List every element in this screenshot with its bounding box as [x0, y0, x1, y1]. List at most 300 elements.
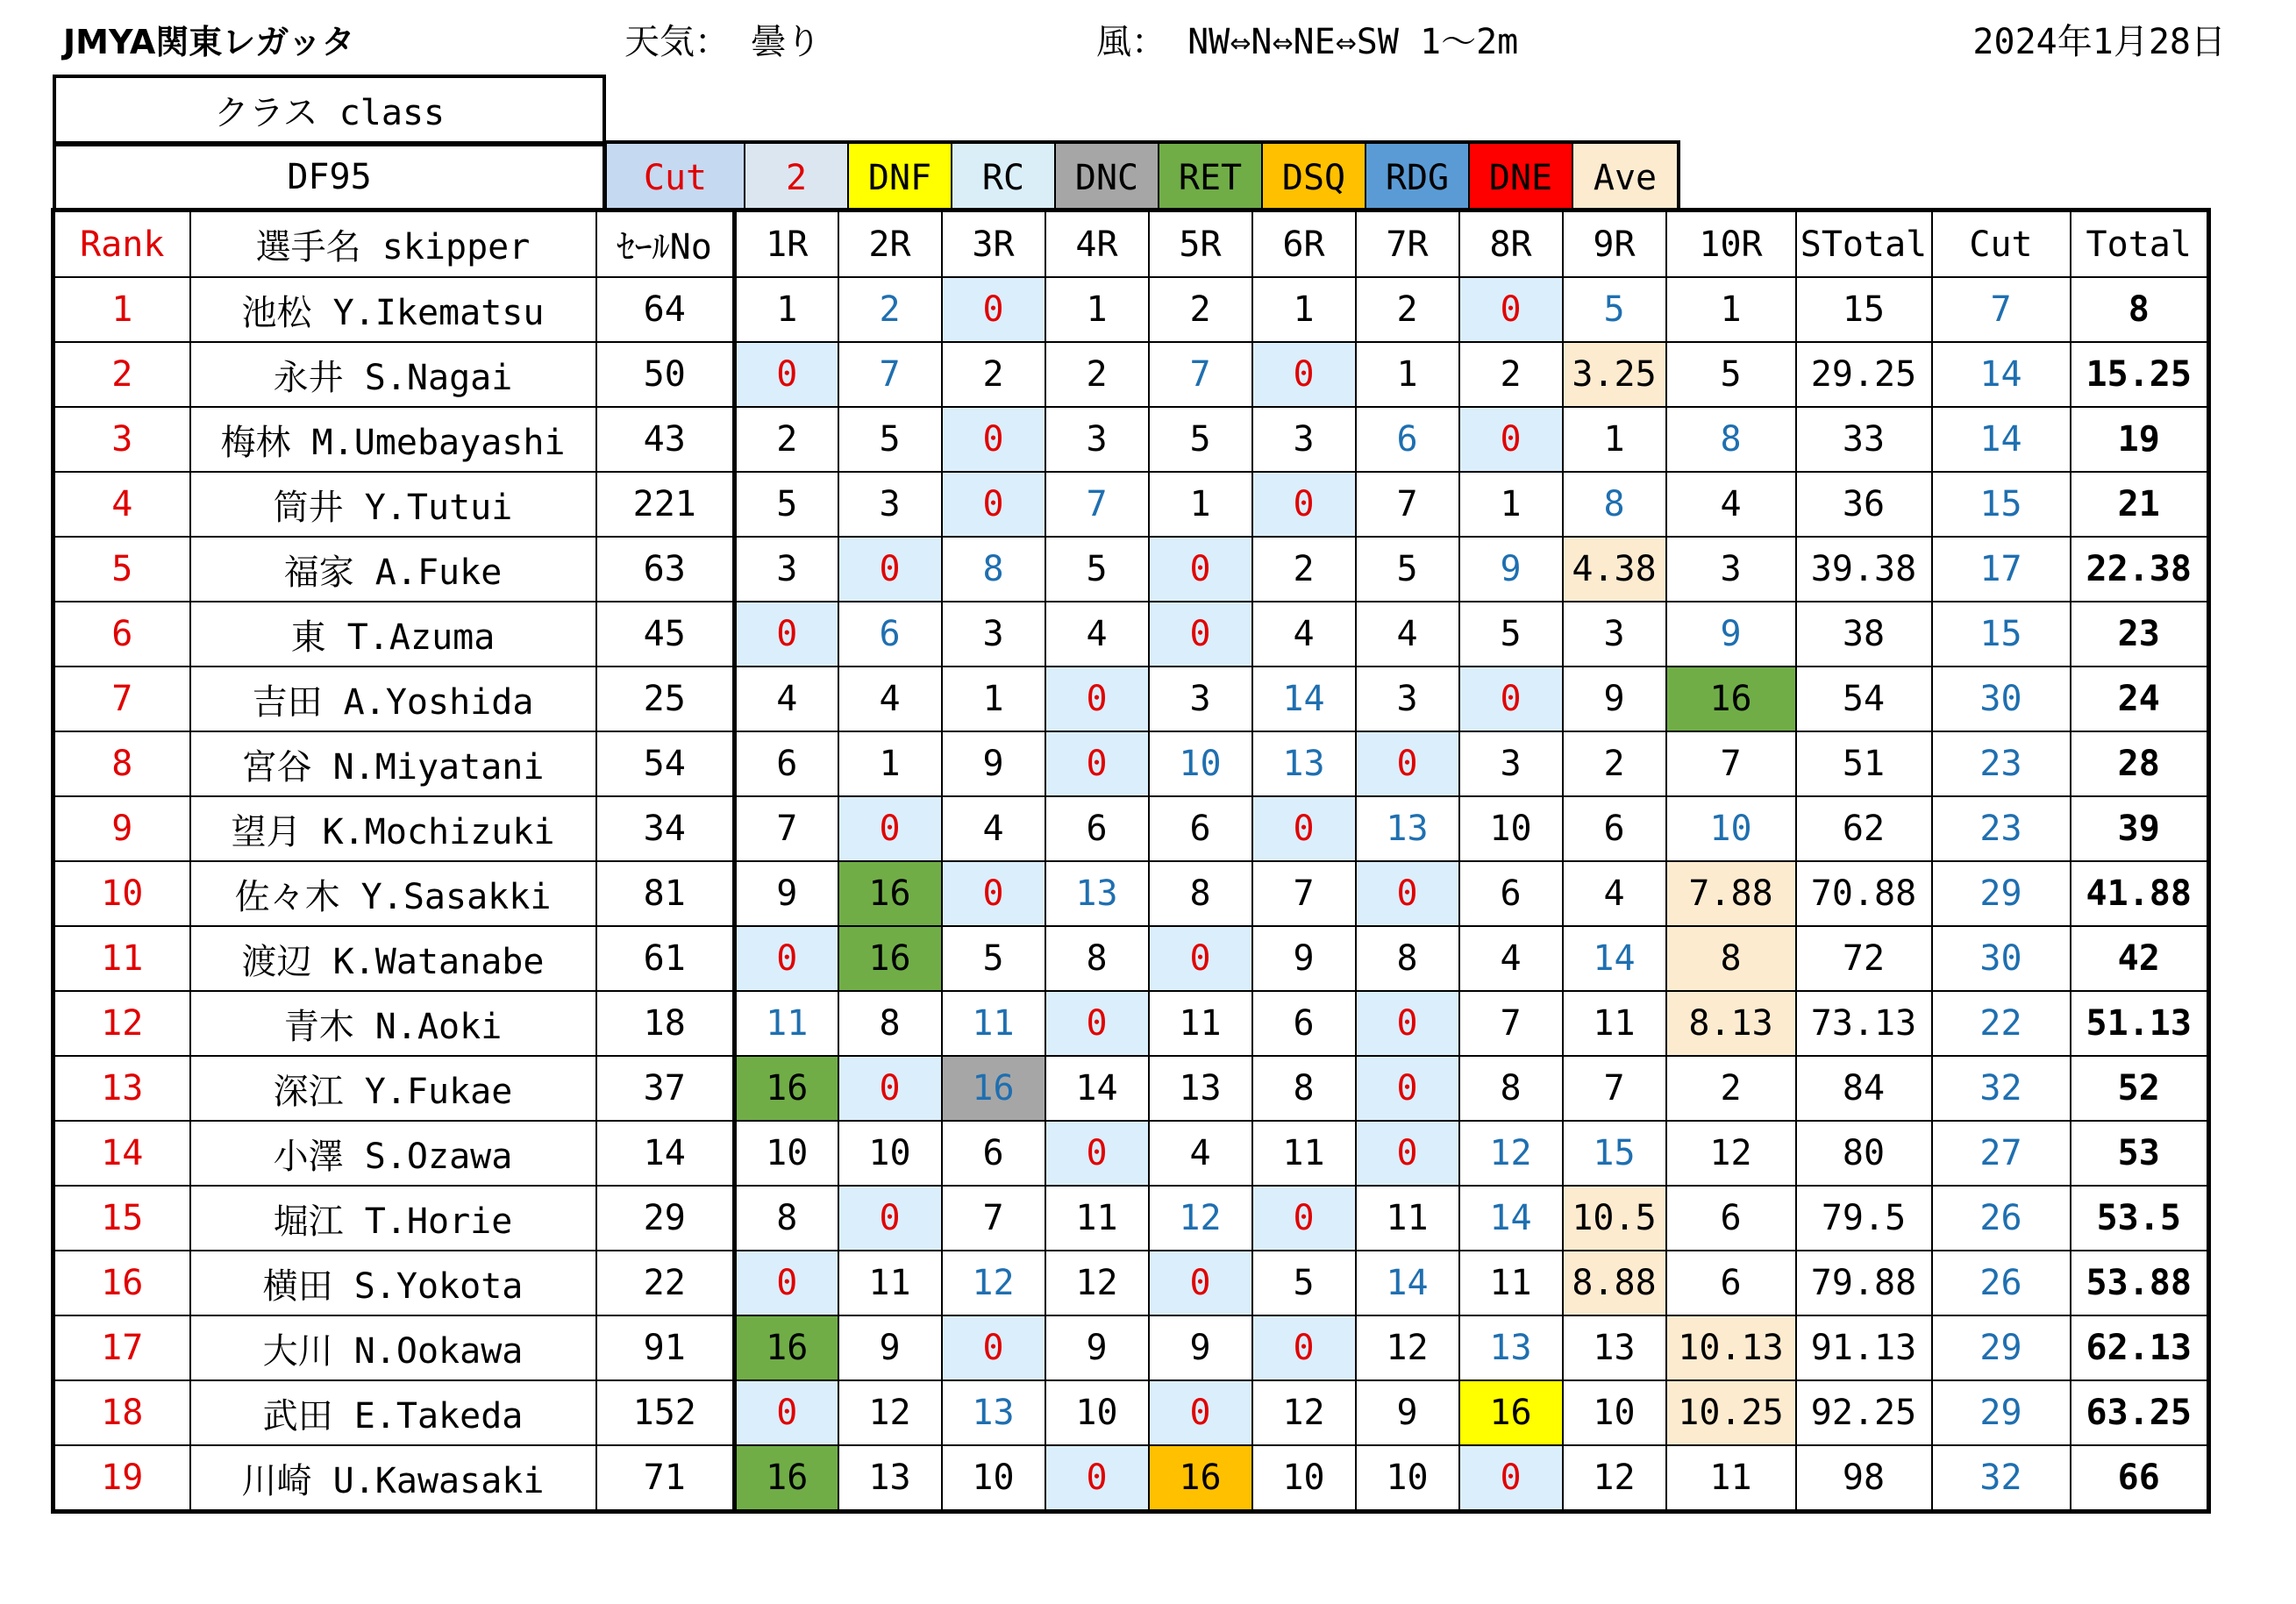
skipper-cell: 東 T.Azuma — [190, 602, 596, 667]
race-score-cell: 1 — [1045, 277, 1149, 342]
cut-cell: 14 — [1932, 342, 2071, 407]
cut-cell: 17 — [1932, 537, 2071, 602]
column-header: Total — [2071, 210, 2209, 278]
race-score-cell: 3 — [1563, 602, 1666, 667]
race-score-cell: 5 — [735, 472, 838, 537]
cut-cell: 7 — [1932, 277, 2071, 342]
race-score-cell: 0 — [735, 926, 838, 991]
race-score-cell: 6 — [1459, 861, 1563, 926]
sail-number-cell: 61 — [596, 926, 735, 991]
race-score-cell: 4 — [1252, 602, 1356, 667]
race-score-cell: 14 — [1252, 667, 1356, 731]
rank-cell: 14 — [53, 1121, 190, 1186]
race-score-cell: 16 — [1666, 667, 1796, 731]
subtotal-cell: 38 — [1796, 602, 1932, 667]
race-score-cell: 6 — [1149, 796, 1252, 861]
cut-cell: 29 — [1932, 1380, 2071, 1445]
race-score-cell: 0 — [735, 602, 838, 667]
column-header: ｾｰﾙNo — [596, 210, 735, 278]
race-score-cell: 8 — [735, 1186, 838, 1251]
cut-cell: 22 — [1932, 991, 2071, 1056]
race-score-cell: 8 — [1666, 407, 1796, 472]
race-score-cell: 4 — [1459, 926, 1563, 991]
weather-label: 天気： 曇り — [624, 22, 822, 62]
subtotal-cell: 79.5 — [1796, 1186, 1932, 1251]
race-score-cell: 9 — [1149, 1315, 1252, 1380]
race-score-cell: 5 — [1252, 1251, 1356, 1315]
race-score-cell: 0 — [1252, 342, 1356, 407]
rank-cell: 19 — [53, 1445, 190, 1512]
race-score-cell: 0 — [838, 1186, 942, 1251]
subtotal-cell: 70.88 — [1796, 861, 1932, 926]
race-score-cell: 0 — [1459, 1445, 1563, 1512]
race-score-cell: 8 — [942, 537, 1045, 602]
race-score-cell: 2 — [838, 277, 942, 342]
race-score-cell: 0 — [1356, 1056, 1459, 1121]
subtotal-cell: 92.25 — [1796, 1380, 1932, 1445]
race-score-cell: 10.25 — [1666, 1380, 1796, 1445]
race-score-cell: 1 — [735, 277, 838, 342]
rank-cell: 10 — [53, 861, 190, 926]
table-row — [53, 602, 2209, 667]
rank-cell: 2 — [53, 342, 190, 407]
race-score-cell: 3 — [1459, 731, 1563, 796]
race-score-cell: 0 — [1045, 731, 1149, 796]
race-score-cell: 12 — [1149, 1186, 1252, 1251]
total-cell: 8 — [2071, 277, 2209, 342]
race-score-cell: 7 — [1252, 861, 1356, 926]
race-score-cell: 10 — [1356, 1445, 1459, 1512]
race-score-cell: 8.88 — [1563, 1251, 1666, 1315]
race-score-cell: 9 — [1252, 926, 1356, 991]
table-row — [53, 667, 2209, 731]
cut-cell: 23 — [1932, 796, 2071, 861]
sail-number-cell: 221 — [596, 472, 735, 537]
cut-cell: 32 — [1932, 1445, 2071, 1512]
race-score-cell: 8 — [1666, 926, 1796, 991]
total-cell: 42 — [2071, 926, 2209, 991]
total-cell: 21 — [2071, 472, 2209, 537]
race-score-cell: 0 — [942, 861, 1045, 926]
race-score-cell: 12 — [942, 1251, 1045, 1315]
race-score-cell: 2 — [1045, 342, 1149, 407]
subtotal-cell: 91.13 — [1796, 1315, 1932, 1380]
rank-cell: 7 — [53, 667, 190, 731]
race-score-cell: 2 — [1563, 731, 1666, 796]
race-score-cell: 6 — [1666, 1186, 1796, 1251]
race-score-cell: 10 — [1045, 1380, 1149, 1445]
skipper-cell: 筒井 Y.Tutui — [190, 472, 596, 537]
race-score-cell: 16 — [838, 926, 942, 991]
total-cell: 53.5 — [2071, 1186, 2209, 1251]
race-score-cell: 9 — [1666, 602, 1796, 667]
sail-number-cell: 81 — [596, 861, 735, 926]
race-score-cell: 5 — [1459, 602, 1563, 667]
subtotal-cell: 73.13 — [1796, 991, 1932, 1056]
sail-number-cell: 29 — [596, 1186, 735, 1251]
race-score-cell: 3 — [942, 602, 1045, 667]
race-score-cell: 11 — [1149, 991, 1252, 1056]
race-score-cell: 1 — [1563, 407, 1666, 472]
race-score-cell: 12 — [1459, 1121, 1563, 1186]
race-score-cell: 0 — [1356, 991, 1459, 1056]
rank-cell: 8 — [53, 731, 190, 796]
cut-cell: 14 — [1932, 407, 2071, 472]
race-score-cell: 13 — [1563, 1315, 1666, 1380]
race-score-cell: 0 — [838, 1056, 942, 1121]
race-score-cell: 13 — [1252, 731, 1356, 796]
total-cell: 22.38 — [2071, 537, 2209, 602]
race-score-cell: 4 — [1149, 1121, 1252, 1186]
race-score-cell: 1 — [1666, 277, 1796, 342]
race-score-cell: 12 — [1252, 1380, 1356, 1445]
race-score-cell: 0 — [1459, 407, 1563, 472]
race-score-cell: 0 — [1252, 472, 1356, 537]
race-score-cell: 5 — [1045, 537, 1149, 602]
column-header: 6R — [1252, 210, 1356, 278]
race-score-cell: 16 — [838, 861, 942, 926]
race-score-cell: 11 — [1045, 1186, 1149, 1251]
cut-cell: 30 — [1932, 926, 2071, 991]
race-score-cell: 2 — [735, 407, 838, 472]
wind-label: 風： NW⇔N⇔NE⇔SW 1～2m — [1096, 22, 1519, 62]
race-score-cell: 13 — [838, 1445, 942, 1512]
total-cell: 41.88 — [2071, 861, 2209, 926]
race-score-cell: 4 — [1356, 602, 1459, 667]
race-score-cell: 5 — [1356, 537, 1459, 602]
skipper-cell: 梅林 M.Umebayashi — [190, 407, 596, 472]
subtotal-cell: 79.88 — [1796, 1251, 1932, 1315]
sail-number-cell: 64 — [596, 277, 735, 342]
class-label-cell: クラス class — [53, 75, 606, 145]
race-score-cell: 8 — [1045, 926, 1149, 991]
race-score-cell: 5 — [942, 926, 1045, 991]
race-score-cell: 8.13 — [1666, 991, 1796, 1056]
race-score-cell: 0 — [1252, 1315, 1356, 1380]
race-score-cell: 11 — [838, 1251, 942, 1315]
race-score-cell: 0 — [1045, 1445, 1149, 1512]
rank-cell: 6 — [53, 602, 190, 667]
race-score-cell: 0 — [1459, 277, 1563, 342]
table-row — [53, 1121, 2209, 1186]
skipper-cell: 永井 S.Nagai — [190, 342, 596, 407]
rank-cell: 9 — [53, 796, 190, 861]
race-score-cell: 13 — [942, 1380, 1045, 1445]
race-score-cell: 11 — [1252, 1121, 1356, 1186]
race-score-cell: 8 — [1252, 1056, 1356, 1121]
table-row — [53, 861, 2209, 926]
table-row — [53, 537, 2209, 602]
race-score-cell: 12 — [1045, 1251, 1149, 1315]
race-score-cell: 10.13 — [1666, 1315, 1796, 1380]
race-score-cell: 3 — [1149, 667, 1252, 731]
rank-cell: 13 — [53, 1056, 190, 1121]
race-score-cell: 0 — [1252, 1186, 1356, 1251]
race-score-cell: 14 — [1045, 1056, 1149, 1121]
race-score-cell: 1 — [1149, 472, 1252, 537]
subtotal-cell: 72 — [1796, 926, 1932, 991]
column-header: Rank — [53, 210, 190, 278]
rank-cell: 18 — [53, 1380, 190, 1445]
rank-cell: 11 — [53, 926, 190, 991]
column-header: 8R — [1459, 210, 1563, 278]
race-score-cell: 15 — [1563, 1121, 1666, 1186]
sail-number-cell: 22 — [596, 1251, 735, 1315]
race-score-cell: 10 — [1666, 796, 1796, 861]
race-score-cell: 0 — [942, 277, 1045, 342]
race-score-cell: 10 — [1252, 1445, 1356, 1512]
race-score-cell: 0 — [1252, 796, 1356, 861]
skipper-cell: 佐々木 Y.Sasakki — [190, 861, 596, 926]
table-row — [53, 1380, 2209, 1445]
table-row — [53, 1445, 2209, 1512]
race-score-cell: 7 — [1666, 731, 1796, 796]
column-header: 4R — [1045, 210, 1149, 278]
skipper-cell: 渡辺 K.Watanabe — [190, 926, 596, 991]
race-score-cell: 6 — [1563, 796, 1666, 861]
race-score-cell: 7 — [1356, 472, 1459, 537]
race-score-cell: 10 — [735, 1121, 838, 1186]
cut-cell: 29 — [1932, 861, 2071, 926]
race-score-cell: 0 — [1149, 1251, 1252, 1315]
race-score-cell: 16 — [1459, 1380, 1563, 1445]
race-score-cell: 0 — [838, 796, 942, 861]
race-score-cell: 3 — [1045, 407, 1149, 472]
table-row — [53, 1251, 2209, 1315]
race-score-cell: 13 — [1459, 1315, 1563, 1380]
cut-cell: 32 — [1932, 1056, 2071, 1121]
race-score-cell: 0 — [1149, 602, 1252, 667]
sail-number-cell: 71 — [596, 1445, 735, 1512]
race-score-cell: 11 — [735, 991, 838, 1056]
total-cell: 52 — [2071, 1056, 2209, 1121]
legend-item-rc: RC — [952, 144, 1056, 211]
total-cell: 28 — [2071, 731, 2209, 796]
race-score-cell: 1 — [942, 667, 1045, 731]
subtotal-cell: 54 — [1796, 667, 1932, 731]
sail-number-cell: 18 — [596, 991, 735, 1056]
race-score-cell: 0 — [1356, 1121, 1459, 1186]
table-row — [53, 277, 2209, 342]
sail-number-cell: 14 — [596, 1121, 735, 1186]
race-score-cell: 5 — [838, 407, 942, 472]
race-score-cell: 14 — [1356, 1251, 1459, 1315]
sail-number-cell: 152 — [596, 1380, 735, 1445]
race-score-cell: 7 — [735, 796, 838, 861]
race-score-cell: 10 — [1563, 1380, 1666, 1445]
sail-number-cell: 37 — [596, 1056, 735, 1121]
race-score-cell: 4 — [942, 796, 1045, 861]
race-score-cell: 4 — [1666, 472, 1796, 537]
sail-number-cell: 63 — [596, 537, 735, 602]
cut-cell: 29 — [1932, 1315, 2071, 1380]
race-score-cell: 8 — [1459, 1056, 1563, 1121]
race-score-cell: 11 — [1666, 1445, 1796, 1512]
race-score-cell: 0 — [1356, 861, 1459, 926]
race-score-cell: 7.88 — [1666, 861, 1796, 926]
race-score-cell: 6 — [838, 602, 942, 667]
table-row — [53, 407, 2209, 472]
race-score-cell: 3 — [735, 537, 838, 602]
skipper-cell: 横田 S.Yokota — [190, 1251, 596, 1315]
skipper-cell: 小澤 S.Ozawa — [190, 1121, 596, 1186]
race-score-cell: 7 — [1563, 1056, 1666, 1121]
race-score-cell: 2 — [1252, 537, 1356, 602]
race-score-cell: 13 — [1045, 861, 1149, 926]
race-score-cell: 0 — [1045, 1121, 1149, 1186]
cut-cell: 26 — [1932, 1251, 2071, 1315]
status-legend — [603, 140, 1680, 211]
table-row — [53, 796, 2209, 861]
race-score-cell: 6 — [1666, 1251, 1796, 1315]
race-score-cell: 6 — [1045, 796, 1149, 861]
legend-item-cut: Cut — [607, 144, 745, 211]
subtotal-cell: 80 — [1796, 1121, 1932, 1186]
race-score-cell: 3 — [1252, 407, 1356, 472]
race-score-cell: 16 — [735, 1056, 838, 1121]
column-header: STotal — [1796, 210, 1932, 278]
race-score-cell: 6 — [1252, 991, 1356, 1056]
race-score-cell: 3.25 — [1563, 342, 1666, 407]
race-score-cell: 10 — [942, 1445, 1045, 1512]
legend-item-dnc: DNC — [1056, 144, 1159, 211]
race-score-cell: 9 — [735, 861, 838, 926]
cut-cell: 23 — [1932, 731, 2071, 796]
race-score-cell: 9 — [1459, 537, 1563, 602]
column-header: 1R — [735, 210, 838, 278]
race-score-cell: 9 — [1356, 1380, 1459, 1445]
cut-cell: 15 — [1932, 602, 2071, 667]
rank-cell: 1 — [53, 277, 190, 342]
skipper-cell: 宮谷 N.Miyatani — [190, 731, 596, 796]
race-score-cell: 12 — [1356, 1315, 1459, 1380]
subtotal-cell: 33 — [1796, 407, 1932, 472]
legend-item-dnf: DNF — [849, 144, 952, 211]
subtotal-cell: 84 — [1796, 1056, 1932, 1121]
total-cell: 62.13 — [2071, 1315, 2209, 1380]
rank-cell: 15 — [53, 1186, 190, 1251]
race-score-cell: 0 — [1149, 926, 1252, 991]
total-cell: 19 — [2071, 407, 2209, 472]
column-header: 2R — [838, 210, 942, 278]
race-score-cell: 11 — [1563, 991, 1666, 1056]
race-score-cell: 13 — [1149, 1056, 1252, 1121]
race-score-cell: 4 — [735, 667, 838, 731]
skipper-cell: 川崎 U.Kawasaki — [190, 1445, 596, 1512]
table-row — [53, 472, 2209, 537]
table-row — [53, 1056, 2209, 1121]
total-cell: 24 — [2071, 667, 2209, 731]
race-score-cell: 10.5 — [1563, 1186, 1666, 1251]
race-score-cell: 10 — [1149, 731, 1252, 796]
subtotal-cell: 39.38 — [1796, 537, 1932, 602]
sail-number-cell: 50 — [596, 342, 735, 407]
race-score-cell: 11 — [1356, 1186, 1459, 1251]
race-score-cell: 12 — [1666, 1121, 1796, 1186]
column-header: 選手名 skipper — [190, 210, 596, 278]
race-score-cell: 8 — [1563, 472, 1666, 537]
total-cell: 53.88 — [2071, 1251, 2209, 1315]
race-score-cell: 2 — [1149, 277, 1252, 342]
race-score-cell: 7 — [1149, 342, 1252, 407]
sail-number-cell: 43 — [596, 407, 735, 472]
race-score-cell: 1 — [1252, 277, 1356, 342]
subtotal-cell: 29.25 — [1796, 342, 1932, 407]
race-score-cell: 9 — [838, 1315, 942, 1380]
skipper-cell: 青木 N.Aoki — [190, 991, 596, 1056]
race-score-cell: 4 — [1045, 602, 1149, 667]
race-score-cell: 2 — [1459, 342, 1563, 407]
total-cell: 23 — [2071, 602, 2209, 667]
race-score-cell: 5 — [1149, 407, 1252, 472]
legend-item-dne: DNE — [1470, 144, 1573, 211]
race-score-cell: 1 — [838, 731, 942, 796]
table-row — [53, 991, 2209, 1056]
race-score-cell: 0 — [735, 1380, 838, 1445]
race-score-cell: 5 — [1666, 342, 1796, 407]
race-score-cell: 2 — [1666, 1056, 1796, 1121]
date-label: 2024年1月28日 — [1972, 22, 2226, 62]
race-score-cell: 2 — [1356, 277, 1459, 342]
race-score-cell: 14 — [1563, 926, 1666, 991]
race-score-cell: 14 — [1459, 1186, 1563, 1251]
race-score-cell: 0 — [942, 407, 1045, 472]
race-score-cell: 5 — [1563, 277, 1666, 342]
race-score-cell: 1 — [1356, 342, 1459, 407]
race-score-cell: 13 — [1356, 796, 1459, 861]
sail-number-cell: 45 — [596, 602, 735, 667]
cut-cell: 26 — [1932, 1186, 2071, 1251]
skipper-cell: 吉田 A.Yoshida — [190, 667, 596, 731]
subtotal-cell: 62 — [1796, 796, 1932, 861]
race-score-cell: 8 — [838, 991, 942, 1056]
race-score-cell: 12 — [1563, 1445, 1666, 1512]
race-score-cell: 9 — [942, 731, 1045, 796]
legend-item-ret: RET — [1159, 144, 1263, 211]
race-score-cell: 0 — [1459, 667, 1563, 731]
race-score-cell: 11 — [1459, 1251, 1563, 1315]
rank-cell: 12 — [53, 991, 190, 1056]
skipper-cell: 大川 N.Ookawa — [190, 1315, 596, 1380]
subtotal-cell: 98 — [1796, 1445, 1932, 1512]
table-row — [53, 342, 2209, 407]
race-score-cell: 0 — [942, 1315, 1045, 1380]
legend-item-2: 2 — [745, 144, 849, 211]
race-score-cell: 6 — [1356, 407, 1459, 472]
subtotal-cell: 51 — [1796, 731, 1932, 796]
race-score-cell: 1 — [1459, 472, 1563, 537]
column-header: 10R — [1666, 210, 1796, 278]
race-score-cell: 8 — [1149, 861, 1252, 926]
race-score-cell: 10 — [838, 1121, 942, 1186]
total-cell: 53 — [2071, 1121, 2209, 1186]
race-score-cell: 11 — [942, 991, 1045, 1056]
race-score-cell: 10 — [1459, 796, 1563, 861]
skipper-cell: 堀江 T.Horie — [190, 1186, 596, 1251]
legend-item-dsq: DSQ — [1263, 144, 1366, 211]
column-header: 7R — [1356, 210, 1459, 278]
column-header: 3R — [942, 210, 1045, 278]
race-score-cell: 2 — [942, 342, 1045, 407]
race-score-cell: 16 — [735, 1445, 838, 1512]
table-row — [53, 926, 2209, 991]
rank-cell: 16 — [53, 1251, 190, 1315]
legend-item-ave: Ave — [1573, 144, 1677, 211]
table-row — [53, 731, 2209, 796]
race-score-cell: 6 — [942, 1121, 1045, 1186]
total-cell: 63.25 — [2071, 1380, 2209, 1445]
rank-cell: 5 — [53, 537, 190, 602]
